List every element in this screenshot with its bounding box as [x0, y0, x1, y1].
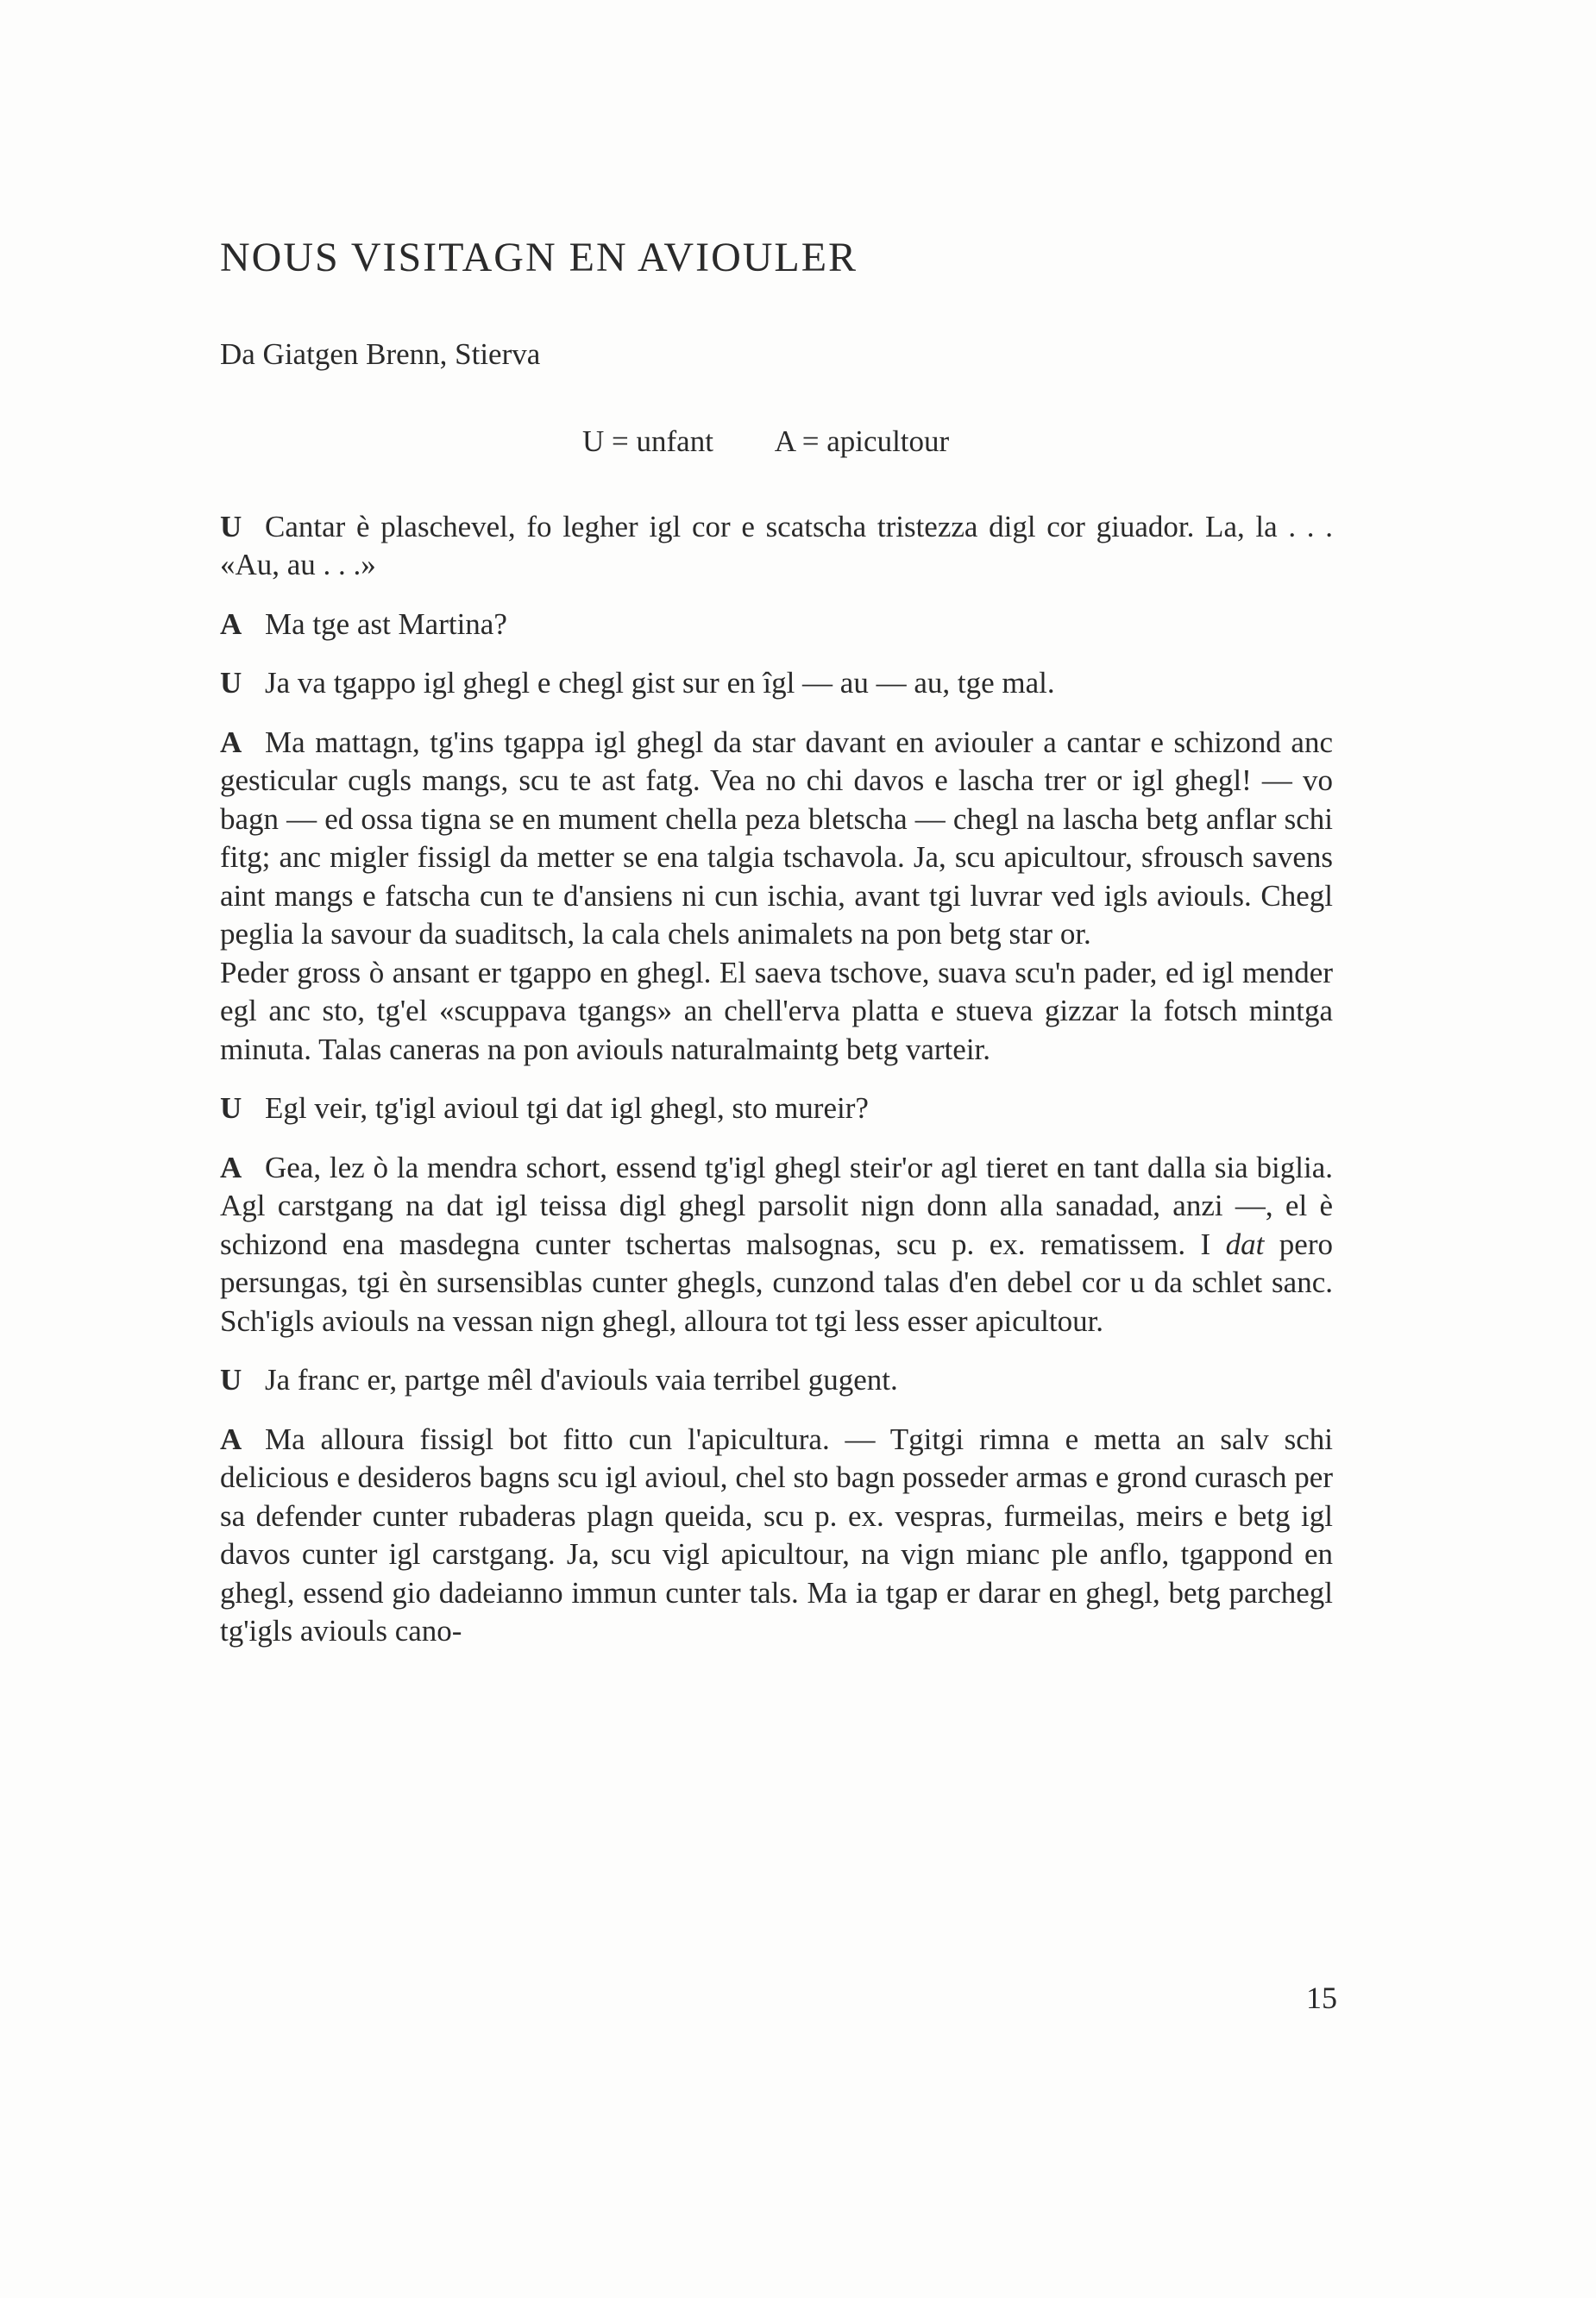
speaker-label: U	[220, 666, 242, 700]
dialogue-paragraph	[220, 508, 1333, 585]
paragraph-text: Ma tge ast Martina?	[265, 606, 507, 641]
dialogue-paragraph	[220, 1361, 1333, 1400]
paragraph-text: Gea, lez ò la mendra schort, essend tg'igl ghegl steir'or agl tieret en tant dalla sia biglia. Agl carstgang na dat igl teissa digl ghegl parsolit nign donn alla sanadad, anzi —, el è schizond ena masdegna cunter tschertas malsognas, scu p. ex. rematissem. I	[220, 1150, 1333, 1261]
speaker-label: U	[220, 1091, 242, 1126]
dialogue-paragraph	[220, 1421, 1333, 1651]
dialogue-paragraph	[220, 724, 1333, 954]
author-byline: Da Giatgen Brenn, Stierva	[220, 336, 541, 371]
article-title: NOUS VISITAGN EN AVIOULER	[220, 235, 858, 280]
paragraph-text: Ma alloura fissigl bot fitto cun l'apicultura. — Tgitgi rimna e metta an salv schi delicious e desideros bagns scu igl avioul, chel sto bagn posseder armas e grond curasch per sa defender cunter rubaderas plagn queida, scu p. ex. vespras, furmeilas, meirs e betg igl davos cunter igl carstgang. Ja, scu vigl apicultour, na vign mianc ple anflo, tgappond en ghegl, essend gio dadeianno immun cunter tals. Ma ia tgap er darar en ghegl, betg parchegl tg'igls aviouls cano-	[220, 1422, 1333, 1648]
paragraph-text: Ma mattagn, tg'ins tgappa igl ghegl da star davant en aviouler a cantar e schizond anc gesticular cugls mangs, scu te ast fatg. Vea no chi davos e lascha trer or igl ghegl! — vo bagn — ed ossa tigna se en mument chella peza bletscha — chegl na lascha betg anflar schi fitg; anc migler fissigl da metter se ena talgia tschavola. Ja, scu apicultour, sfrousch savens aint mangs e fatscha cun te d'ansiens ni cun ischia, avant tgi luvrar ved igls aviouls. Chegl peglia la savour da suaditsch, la cala chels animalets na pon betg star or.	[220, 725, 1333, 951]
speaker-label: A	[220, 1150, 242, 1184]
speaker-label: A	[220, 725, 242, 759]
dialogue-paragraph	[220, 1089, 1333, 1128]
paragraph-text: Egl veir, tg'igl avioul tgi dat igl ghegl, sto mureir?	[265, 1091, 869, 1126]
paragraph-text: Ja franc er, partge mêl d'aviouls vaia terribel gugent.	[265, 1363, 898, 1397]
paragraph-text: Peder gross ò ansant er tgappo en ghegl. El saeva tschove, suava scu'n pader, ed igl mender egl anc sto, tg'el «scuppava tgangs» an chell'erva platta e stueva gizzar la fotsch mintga minuta. Talas caneras na pon aviouls naturalmaintg betg varteir.	[220, 955, 1333, 1066]
paragraph-text-continued: pero persungas, tgi èn sursensiblas cunter ghegls, cunzond talas d'en debel cor u da schlet sanc. Sch'igls aviouls na vessan nign ghegl, alloura tot tgi less esser apicultour.	[220, 1227, 1333, 1338]
page-content	[220, 233, 1333, 1672]
speaker-label: U	[220, 1363, 242, 1397]
page-number: 15	[1306, 1981, 1337, 2015]
speaker-label: A	[220, 1422, 242, 1456]
narrative-paragraph	[220, 954, 1333, 1070]
paragraph-text: Ja va tgappo igl ghegl e chegl gist sur en îgl — au — au, tge mal.	[265, 666, 1055, 700]
speaker-label: U	[220, 509, 242, 543]
legend-child: U = unfant	[582, 424, 713, 459]
emphasized-word: dat	[1225, 1227, 1265, 1261]
legend-beekeeper: A = apicultour	[774, 424, 950, 459]
speaker-legend	[220, 422, 1333, 461]
speaker-label: A	[220, 606, 242, 641]
dialogue-paragraph	[220, 664, 1333, 703]
paragraph-text: Cantar è plaschevel, fo legher igl cor e scatscha tristezza digl cor giuador. La, la . . . «Au, au . . .»	[220, 509, 1333, 582]
dialogue-paragraph	[220, 1149, 1333, 1341]
dialogue-paragraph	[220, 606, 1333, 644]
